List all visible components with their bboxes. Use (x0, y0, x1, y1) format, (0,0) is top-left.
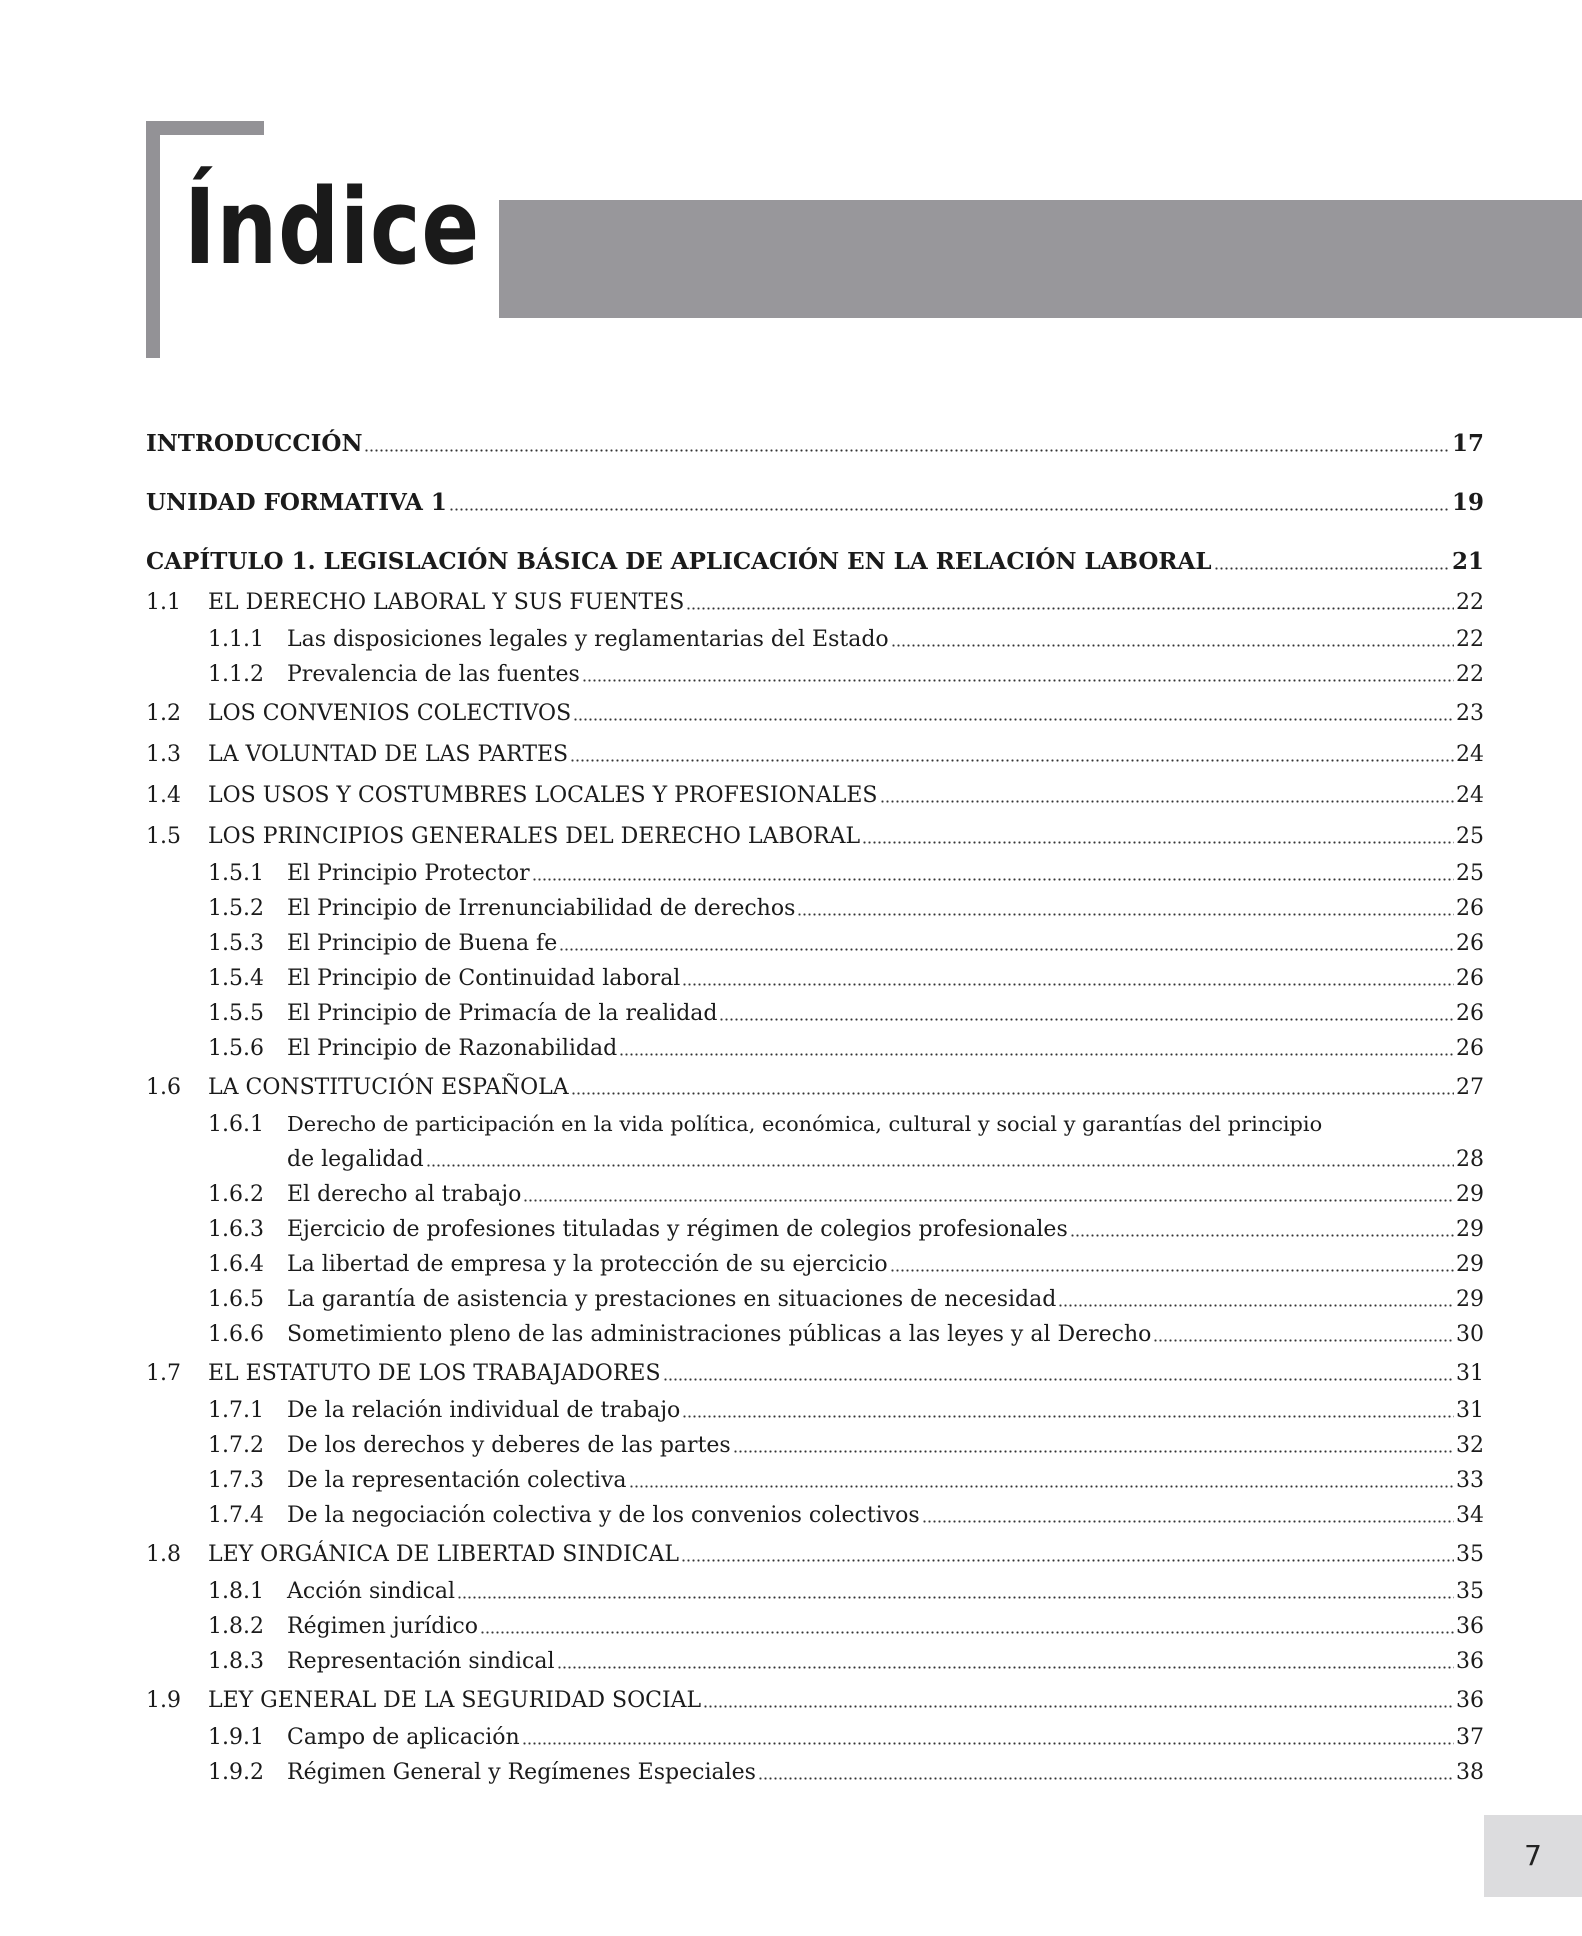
toc-entry-label: De la relación individual de trabajo (287, 1398, 681, 1423)
toc-entry-page: 31 (1456, 1361, 1484, 1386)
toc-entry-label: El derecho al trabajo (287, 1182, 522, 1207)
toc-leader-dots (891, 626, 1454, 648)
toc-entry-number: 1.6.3 (208, 1217, 264, 1242)
toc-leader-dots (457, 1578, 1454, 1600)
toc-entry-title (287, 996, 1456, 1031)
toc-entry-title (287, 657, 1456, 692)
toc-entry-title (287, 1755, 1456, 1790)
toc-entry-number: 1.6.2 (208, 1182, 264, 1207)
toc-entry-title (287, 1428, 1456, 1463)
toc-entry-page: 38 (1456, 1760, 1484, 1785)
toc-entry[interactable] (146, 1068, 1484, 1107)
toc-entry-page: 36 (1456, 1688, 1484, 1713)
toc-entry-title (287, 961, 1456, 996)
toc-leader-dots (571, 1074, 1454, 1096)
toc-entry[interactable] (146, 776, 1484, 815)
toc-entry-title (287, 1107, 1484, 1177)
toc-entry-page: 25 (1456, 824, 1484, 849)
toc-leader-dots (523, 1181, 1454, 1203)
toc-entry-number: 1.7.3 (208, 1468, 264, 1493)
toc-entry[interactable] (146, 817, 1484, 856)
toc-entry-page: 29 (1456, 1182, 1484, 1207)
toc-leader-dots (570, 741, 1454, 763)
toc-entry-number: 1.7.4 (208, 1503, 264, 1528)
toc-entry-page: 22 (1456, 590, 1484, 615)
page-number: 7 (1524, 1839, 1542, 1872)
toc-entry-page: 26 (1456, 1001, 1484, 1026)
toc-entry-page: 35 (1456, 1542, 1484, 1567)
toc-entry-title (287, 1282, 1456, 1317)
toc-entry-number: 1.1.1 (208, 627, 264, 652)
toc-entry-page: 36 (1456, 1614, 1484, 1639)
toc-entry-title (146, 543, 1452, 581)
toc-entry-page: 34 (1456, 1503, 1484, 1528)
toc-entry-title (208, 1535, 1456, 1574)
toc-entry-page: 31 (1456, 1398, 1484, 1423)
toc-entry-label: LEY ORGÁNICA DE LIBERTAD SINDICAL (208, 1542, 679, 1567)
toc-entry-label: Prevalencia de las fuentes (287, 662, 580, 687)
toc-entry-label-line2: de legalidad (287, 1147, 424, 1172)
toc-entry-number: 1.5.3 (208, 931, 264, 956)
toc-entry[interactable] (146, 1428, 1484, 1463)
toc-entry[interactable] (146, 1720, 1484, 1755)
toc-entry-number: 1.5.6 (208, 1036, 264, 1061)
toc-entry-number: 1.8.3 (208, 1649, 264, 1674)
toc-entry-page: 21 (1451, 548, 1484, 575)
toc-entry-number: 1.6.4 (208, 1252, 264, 1277)
toc-leader-dots (559, 930, 1454, 952)
toc-entry-page: 28 (1456, 1147, 1484, 1172)
toc-entry-title (287, 1031, 1456, 1066)
toc-entry-number: 1.7 (146, 1361, 181, 1386)
toc-entry-label: LA CONSTITUCIÓN ESPAÑOLA (208, 1075, 569, 1100)
toc-entry-page: 27 (1456, 1075, 1484, 1100)
toc-leader-dots (862, 823, 1454, 845)
toc-entry-page: 30 (1456, 1322, 1484, 1347)
toc-entry-label: Campo de aplicación (287, 1725, 520, 1750)
toc-entry-title (287, 1317, 1456, 1352)
toc-entry-label: El Principio de Continuidad laboral (287, 966, 681, 991)
toc-entry-label: El Principio de Irrenunciabilidad de derechos (287, 896, 796, 921)
toc-entry[interactable] (146, 1574, 1484, 1609)
toc-leader-dots (758, 1759, 1454, 1781)
toc-entry[interactable] (146, 583, 1484, 622)
toc-entry-number: 1.7.1 (208, 1398, 264, 1423)
toc-entry[interactable] (146, 996, 1484, 1031)
toc-entry-number: 1.6.1 (208, 1112, 264, 1137)
toc-leader-dots (797, 895, 1454, 917)
toc-entry[interactable] (146, 1107, 1484, 1177)
toc-entry-label: LA VOLUNTAD DE LAS PARTES (208, 742, 569, 767)
toc-entry[interactable] (146, 1031, 1484, 1066)
toc-entry-page: 25 (1456, 861, 1484, 886)
toc-entry-number: 1.5.2 (208, 896, 264, 921)
toc-entry[interactable] (146, 1177, 1484, 1212)
toc-entry-title (287, 856, 1456, 891)
toc-entry-title (287, 1247, 1456, 1282)
toc-entry-label: EL ESTATUTO DE LOS TRABAJADORES (208, 1361, 661, 1386)
toc-entry-label: LOS USOS Y COSTUMBRES LOCALES Y PROFESIONALES (208, 783, 878, 808)
toc-entry[interactable] (146, 1755, 1484, 1790)
toc-entry[interactable] (146, 1535, 1484, 1574)
toc-entry-label: UNIDAD FORMATIVA 1 (146, 489, 447, 516)
toc-entry-title (287, 1212, 1456, 1247)
toc-entry-page: 29 (1456, 1252, 1484, 1277)
toc-entry-title (287, 926, 1456, 961)
toc-entry[interactable] (146, 1317, 1484, 1352)
toc-leader-dots (682, 1397, 1454, 1419)
toc-leader-dots (1153, 1321, 1454, 1343)
toc-entry-label: El Principio de Primacía de la realidad (287, 1001, 718, 1026)
header-decorative-bar (499, 200, 1582, 318)
toc-entry-title (208, 583, 1456, 622)
toc-leader-dots (573, 700, 1454, 722)
toc-entry-page: 24 (1456, 742, 1484, 767)
toc-entry[interactable] (146, 1354, 1484, 1393)
toc-entry-page: 17 (1451, 430, 1484, 457)
toc-entry-title (287, 1393, 1456, 1428)
toc-entry-page: 22 (1456, 662, 1484, 687)
title-bracket-horizontal (146, 121, 264, 135)
toc-entry[interactable] (146, 657, 1484, 692)
toc-entry-label: Derecho de participación en la vida política, económica, cultural y social y garantías del principio (287, 1112, 1323, 1136)
toc-entry-label: CAPÍTULO 1. LEGISLACIÓN BÁSICA DE APLICACIÓN EN LA RELACIÓN LABORAL (146, 548, 1212, 575)
toc-leader-dots (1058, 1286, 1454, 1308)
toc-entry-number: 1.7.2 (208, 1433, 264, 1458)
toc-entry-title (208, 1354, 1456, 1393)
toc-leader-dots (681, 1541, 1454, 1563)
toc-entry[interactable] (146, 694, 1484, 733)
toc-entry-number: 1.5 (146, 824, 181, 849)
toc-entry-label: Representación sindical (287, 1649, 555, 1674)
toc-entry-label: LOS PRINCIPIOS GENERALES DEL DERECHO LABORAL (208, 824, 861, 849)
toc-entry-page: 22 (1456, 627, 1484, 652)
toc-entry-title (146, 484, 1452, 522)
toc-entry-label: La garantía de asistencia y prestaciones en situaciones de necesidad (287, 1287, 1057, 1312)
toc-entry-label: De los derechos y deberes de las partes (287, 1433, 731, 1458)
toc-entry-number: 1.6.6 (208, 1322, 264, 1347)
toc-entry-label: Acción sindical (287, 1579, 456, 1604)
toc-entry[interactable] (146, 543, 1484, 581)
toc-entry-number: 1.8 (146, 1542, 181, 1567)
toc-entry[interactable] (146, 926, 1484, 961)
toc-entry[interactable] (146, 1282, 1484, 1317)
toc-entry[interactable] (146, 891, 1484, 926)
toc-entry-title (208, 776, 1456, 815)
toc-entry-label: El Principio de Razonabilidad (287, 1036, 618, 1061)
toc-entry-label-continuation (287, 1142, 1484, 1177)
toc-entry-page: 26 (1456, 931, 1484, 956)
toc-leader-dots (682, 965, 1454, 987)
toc-entry-number: 1.5.5 (208, 1001, 264, 1026)
toc-entry-number: 1.1 (146, 590, 181, 615)
toc-entry-page: 26 (1456, 966, 1484, 991)
toc-entry-label: De la representación colectiva (287, 1468, 627, 1493)
toc-entry-label: Régimen General y Regímenes Especiales (287, 1760, 756, 1785)
table-of-contents (146, 425, 1484, 1790)
toc-leader-dots (703, 1687, 1454, 1709)
toc-entry-label: La libertad de empresa y la protección de su ejercicio (287, 1252, 888, 1277)
toc-leader-dots (582, 661, 1454, 683)
toc-leader-dots (532, 860, 1454, 882)
toc-entry[interactable] (146, 1393, 1484, 1428)
toc-entry-number: 1.9.1 (208, 1725, 264, 1750)
toc-entry-title (287, 1463, 1456, 1498)
toc-entry-title (208, 817, 1456, 856)
toc-entry-label: INTRODUCCIÓN (146, 430, 363, 457)
toc-entry[interactable] (146, 961, 1484, 996)
toc-entry-label: Ejercicio de profesiones tituladas y régimen de colegios profesionales (287, 1217, 1068, 1242)
toc-entry-number: 1.5.4 (208, 966, 264, 991)
toc-entry-title (287, 891, 1456, 926)
toc-leader-dots (686, 589, 1454, 611)
toc-entry[interactable] (146, 1609, 1484, 1644)
toc-leader-dots (629, 1467, 1454, 1489)
toc-entry-page: 32 (1456, 1433, 1484, 1458)
toc-entry-page: 26 (1456, 896, 1484, 921)
toc-entry-label: El Principio Protector (287, 861, 530, 886)
toc-leader-dots (663, 1360, 1454, 1382)
toc-entry-page: 35 (1456, 1579, 1484, 1604)
toc-entry-page: 29 (1456, 1287, 1484, 1312)
toc-entry-label: EL DERECHO LABORAL Y SUS FUENTES (208, 590, 685, 615)
toc-entry-title (287, 1574, 1456, 1609)
toc-entry[interactable] (146, 1247, 1484, 1282)
toc-entry-number: 1.1.2 (208, 662, 264, 687)
toc-entry-title (208, 735, 1456, 774)
toc-entry-label: De la negociación colectiva y de los convenios colectivos (287, 1503, 920, 1528)
toc-leader-dots (922, 1502, 1454, 1524)
toc-entry-label: El Principio de Buena fe (287, 931, 558, 956)
page-title: Índice (184, 166, 481, 288)
toc-entry[interactable] (146, 1463, 1484, 1498)
toc-entry-page: 24 (1456, 783, 1484, 808)
toc-entry-title (287, 1720, 1456, 1755)
toc-entry-number: 1.6.5 (208, 1287, 264, 1312)
toc-leader-dots (522, 1724, 1454, 1746)
toc-leader-dots (364, 430, 1450, 453)
toc-leader-dots (890, 1251, 1454, 1273)
toc-entry[interactable] (146, 622, 1484, 657)
toc-entry[interactable] (146, 856, 1484, 891)
toc-entry-page: 36 (1456, 1649, 1484, 1674)
toc-entry-page: 19 (1451, 489, 1484, 516)
toc-entry[interactable] (146, 484, 1484, 522)
toc-entry-number: 1.9.2 (208, 1760, 264, 1785)
toc-entry-page: 29 (1456, 1217, 1484, 1242)
toc-entry-title (287, 1644, 1456, 1679)
toc-entry[interactable] (146, 1498, 1484, 1533)
toc-entry-label: LEY GENERAL DE LA SEGURIDAD SOCIAL (208, 1688, 702, 1713)
toc-entry-label: LOS CONVENIOS COLECTIVOS (208, 701, 572, 726)
toc-leader-dots (449, 489, 1450, 512)
toc-entry-number: 1.8.2 (208, 1614, 264, 1639)
toc-entry[interactable] (146, 1681, 1484, 1720)
toc-entry-title (287, 622, 1456, 657)
toc-entry-page: 33 (1456, 1468, 1484, 1493)
toc-entry[interactable] (146, 735, 1484, 774)
toc-leader-dots (1214, 548, 1450, 571)
toc-entry-page: 26 (1456, 1036, 1484, 1061)
toc-entry-number: 1.8.1 (208, 1579, 264, 1604)
toc-entry-number: 1.2 (146, 701, 181, 726)
title-bracket-vertical (146, 121, 160, 358)
toc-entry-title (208, 1068, 1456, 1107)
toc-entry[interactable] (146, 1212, 1484, 1247)
toc-entry-title (146, 425, 1452, 463)
toc-leader-dots (733, 1432, 1454, 1454)
toc-leader-dots (426, 1146, 1454, 1168)
toc-entry-number: 1.4 (146, 783, 181, 808)
toc-entry-number: 1.5.1 (208, 861, 264, 886)
toc-entry-label: Las disposiciones legales y reglamentarias del Estado (287, 627, 889, 652)
toc-entry-number: 1.9 (146, 1688, 181, 1713)
toc-entry-label: Sometimiento pleno de las administraciones públicas a las leyes y al Derecho (287, 1322, 1152, 1347)
toc-entry-title (208, 694, 1456, 733)
toc-leader-dots (619, 1035, 1454, 1057)
toc-entry-title (287, 1177, 1456, 1212)
toc-entry-number: 1.3 (146, 742, 181, 767)
toc-entry[interactable] (146, 1644, 1484, 1679)
toc-entry-title (287, 1609, 1456, 1644)
toc-entry-title (287, 1498, 1456, 1533)
toc-leader-dots (719, 1000, 1454, 1022)
toc-entry-number: 1.6 (146, 1075, 181, 1100)
toc-leader-dots (480, 1613, 1454, 1635)
toc-leader-dots (880, 782, 1455, 804)
toc-entry-title (208, 1681, 1456, 1720)
toc-entry-page: 23 (1456, 701, 1484, 726)
toc-leader-dots (557, 1648, 1455, 1670)
toc-entry-page: 37 (1456, 1725, 1484, 1750)
toc-entry-label: Régimen jurídico (287, 1614, 478, 1639)
toc-entry[interactable] (146, 425, 1484, 463)
toc-leader-dots (1070, 1216, 1454, 1238)
